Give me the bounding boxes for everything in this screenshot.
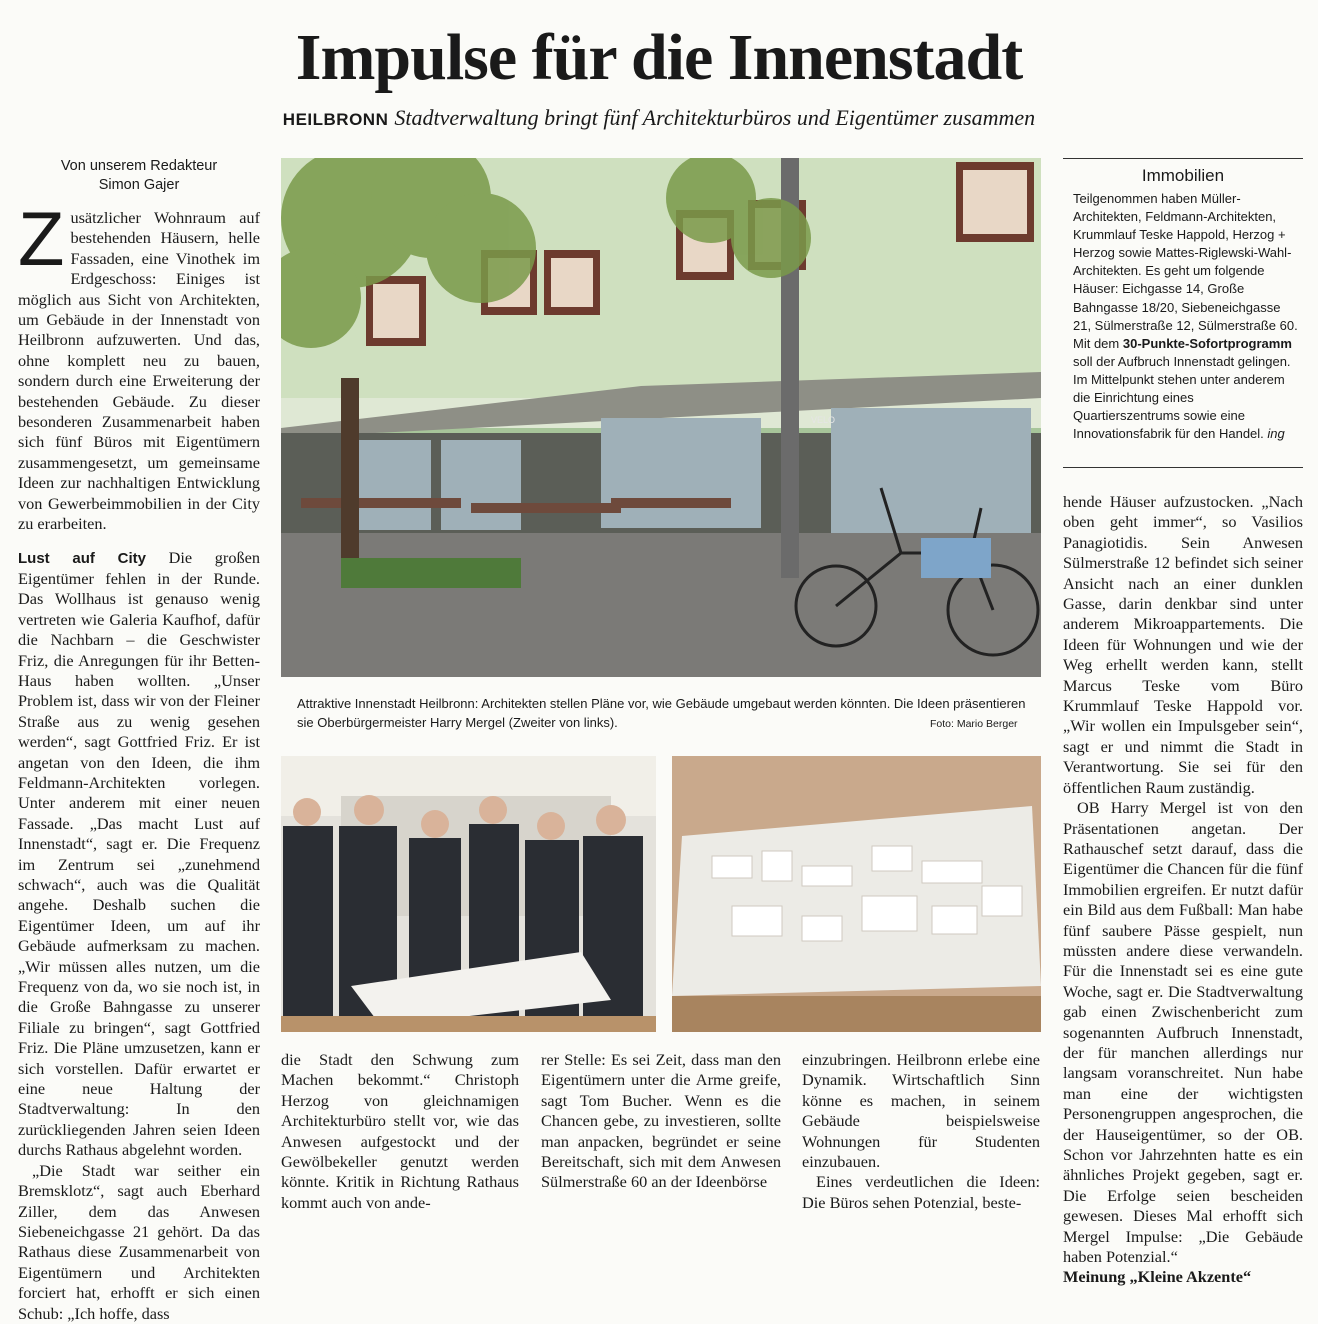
info-bold-term: 30-Punkte-Sofortprogramm xyxy=(1122,335,1292,351)
photo-caption: Attraktive Innenstadt Heilbronn: Architekten stellen Pläne vor, wie Gebäude umgebaut werden könnten. Die Ideen präsentieren sie Oberbürgermeister Harry Mergel (Zweiter von links). xyxy=(297,696,1026,730)
dateline-place: HEILBRONN xyxy=(282,110,389,129)
paragraph: rer Stelle: Es sei Zeit, dass man den Eigentümern unter die Arme greife, sagt Tom Bucher. Wenn es die Chancen gebe, zu investieren, sollte man anpacken, begründet er seine Bereitschaft, sich mit dem Anwesen Sülmerstraße 60 an der Ideenbörse xyxy=(541,1050,781,1192)
subline xyxy=(0,104,1318,134)
headline: Impulse für die Innenstadt xyxy=(295,21,1023,94)
column-5 xyxy=(1063,492,1303,1288)
paragraph: OB Harry Mergel ist von den Präsentationen angetan. Der Rathauschef setzt darauf, dass die Eigentümer die Chancen für die fünf Immobilien ergreifen. Er nutzt dafür ein Bild aus dem Fußball: Man habe fünf saubere Pässe gespielt, nun müssten andere diese verwandeln. Für die Innenstadt sei es eine gute Woche, sagt er. Die Stadtverwaltung gab einen Zwischenbericht zum sogenannten Aufbruch Innenstadt, der für manchen allerdings nur langsam voranschreitet. Nun habe man eine der wichtigsten Personengruppen angesprochen, die der Hauseigentümer, so der OB. Schon vor Jahrzehnten hatte es ein ähnliches Projekt gegeben, sagt er. Die Erfolge seien bescheiden gewesen. Dieses Mal erhofft sich Mergel Impulse: „Die Gebäude haben Potenzial.“ xyxy=(1063,798,1303,1267)
paragraph-text: Die großen Eigentümer fehlen in der Runde. Das Wollhaus ist genauso wenig vertreten wie Galeria Kaufhof, dafür die Nachbarn – die Geschwister Friz, die Anregungen für ihr Betten-Haus haben wollten. „Unser Problem ist, dass wir von der Fleiner Straße aus zu wenig gesehen werden“, sagt Gottfried Friz. Er ist angetan von den Ideen, die ihm Feldmann-Architekten vorlegen. Unter anderem mit einer neuen Fassade. „Das macht Lust auf Innenstadt“, sagt er. Die Frequenz im Zentrum sei „zunehmend schwach“, auch was die Qualität angehe. Deshalb suchen die Eigentümer Ideen, um auf ihr Gebäude aufmerksam zu machen. „Wir müssen alles nutzen, um die Frequenz von da, wo sie noch ist, in die Große Bahngasse zu unserer Filiale zu bringen“, sagt Gottfried Friz. Die Pläne umzusetzen, kann er sich vorstellen. Dafür erwartet er eine neue Haltung der Stadtverwaltung: In den zurückliegenden Jahren seien Ideen durchs Rathaus abgelehnt worden. xyxy=(18,547,260,1160)
main-photo-street xyxy=(281,158,1041,677)
storefront-sign: VELO xyxy=(811,415,836,425)
column-3 xyxy=(541,1050,781,1193)
byline xyxy=(18,157,260,195)
info-box-immobilien xyxy=(1063,158,1303,468)
column-2 xyxy=(281,1050,519,1213)
info-text: Teilgenommen haben Müller-Architekten, Feldmann-Architekten, Krummlauf Teske Happold, Herzog + Herzog sowie Mattes-Riglewski-Wahl-Architekten. Es geht um folgende Häuser: Eichgasse 14, Große Bahngasse 18/20, Siebeneichgasse 21, Sülmerstraße 12, Sülmerstraße 60. Mit dem xyxy=(1073,191,1298,351)
paragraph-lust-auf-city xyxy=(18,548,260,1161)
paragraph: Eines verdeutlichen die Ideen: Die Büros sehen Potenzial, beste- xyxy=(802,1172,1040,1212)
subhead: Lust auf City xyxy=(18,549,146,567)
info-box-body xyxy=(1063,190,1303,443)
paragraph: hende Häuser aufzustocken. „Nach oben geht immer“, so Vasilios Panagiotidis. Sein Anwesen Sülmerstraße 12 befindet sich seiner Ansicht nach an einer dunklen Gasse, darin denkbar sind unter anderem Mikroappartements. Die Ideen für Wohnungen und wie der Weg erhellt werden kann, stellt Marcus Teske vom Büro Krummlauf Teske Happold vor. „Wir wollen ein Impulsgeber sein“, sagt er und nimmt die Stadt in Verantwortung. Sie sei für den öffentlichen Raum zuständig. xyxy=(1063,492,1303,797)
info-text: soll der Aufbruch Innenstadt gelingen. Im Mittelpunkt stehen unter anderem die Einrichtung eines Quartierszentrums sowie eine Innovationsfabrik für den Handel. xyxy=(1073,353,1291,442)
paragraph: „Die Stadt war seither ein Bremsklotz“, sagt auch Eberhard Ziller, dem das Anwesen Siebeneichgasse 21 gehört. Da das Rathaus diese Zusammenarbeit von Eigentümern und Architekten forciert hat, erhofft er sich einen Schub: „Ich hoffe, dass xyxy=(18,1160,260,1323)
subheadline: Stadtverwaltung bringt fünf Architekturbüros und Eigentümer zusammen xyxy=(394,105,1036,130)
byline-author: Simon Gajer xyxy=(98,177,180,193)
opinion-reference-link[interactable]: Meinung „Kleine Akzente“ xyxy=(1063,1267,1252,1287)
lead-text: usätzlicher Wohnraum auf bestehenden Häusern, helle Fassaden, eine Vinothek im Erdgeschoss: Einiges ist möglich aus Sicht von Architekten, um Gebäude in der Innenstadt von Heilbronn aufzuwerten. Und das, ohne komplett neu zu bauen, sondern durch eine Erweiterung der bestehenden Gebäude. Zu dieser besonderen Zusammenarbeit haben sich fünf Büros mit Eigentümern zusammengesetzt, um gemeinsame Ideen zur nachhaltigen Entwicklung von Gewerbeimmobilien in der City zu erarbeiten. xyxy=(18,208,260,534)
column-1 xyxy=(18,157,260,1324)
paragraph: einzubringen. Heilbronn erlebe eine Dynamik. Wirtschaftlich Sinn könne es machen, in seinem Gebäude beispielsweise Wohnungen für Studenten einzubauen. xyxy=(802,1050,1040,1172)
byline-role: Von unserem Redakteur xyxy=(60,158,218,174)
info-signature: ing xyxy=(1267,426,1285,442)
lead-paragraph xyxy=(18,197,260,535)
column-4 xyxy=(802,1050,1040,1213)
info-box-title: Immobilien xyxy=(1141,166,1225,185)
drop-cap: Z xyxy=(18,197,65,282)
city-model-photo xyxy=(672,756,1041,1032)
photo-credit: Foto: Mario Berger xyxy=(930,718,1018,730)
paragraph: die Stadt den Schwung zum Machen bekommt.“ Christoph Herzog von gleichnamigen Architekturbüro stellt vor, wie das Anwesen aufgestockt und der Gewölbekeller genutzt werden könnte. Kritik in Richtung Rathaus kommt auch von ande- xyxy=(281,1050,519,1212)
group-photo xyxy=(281,756,656,1032)
